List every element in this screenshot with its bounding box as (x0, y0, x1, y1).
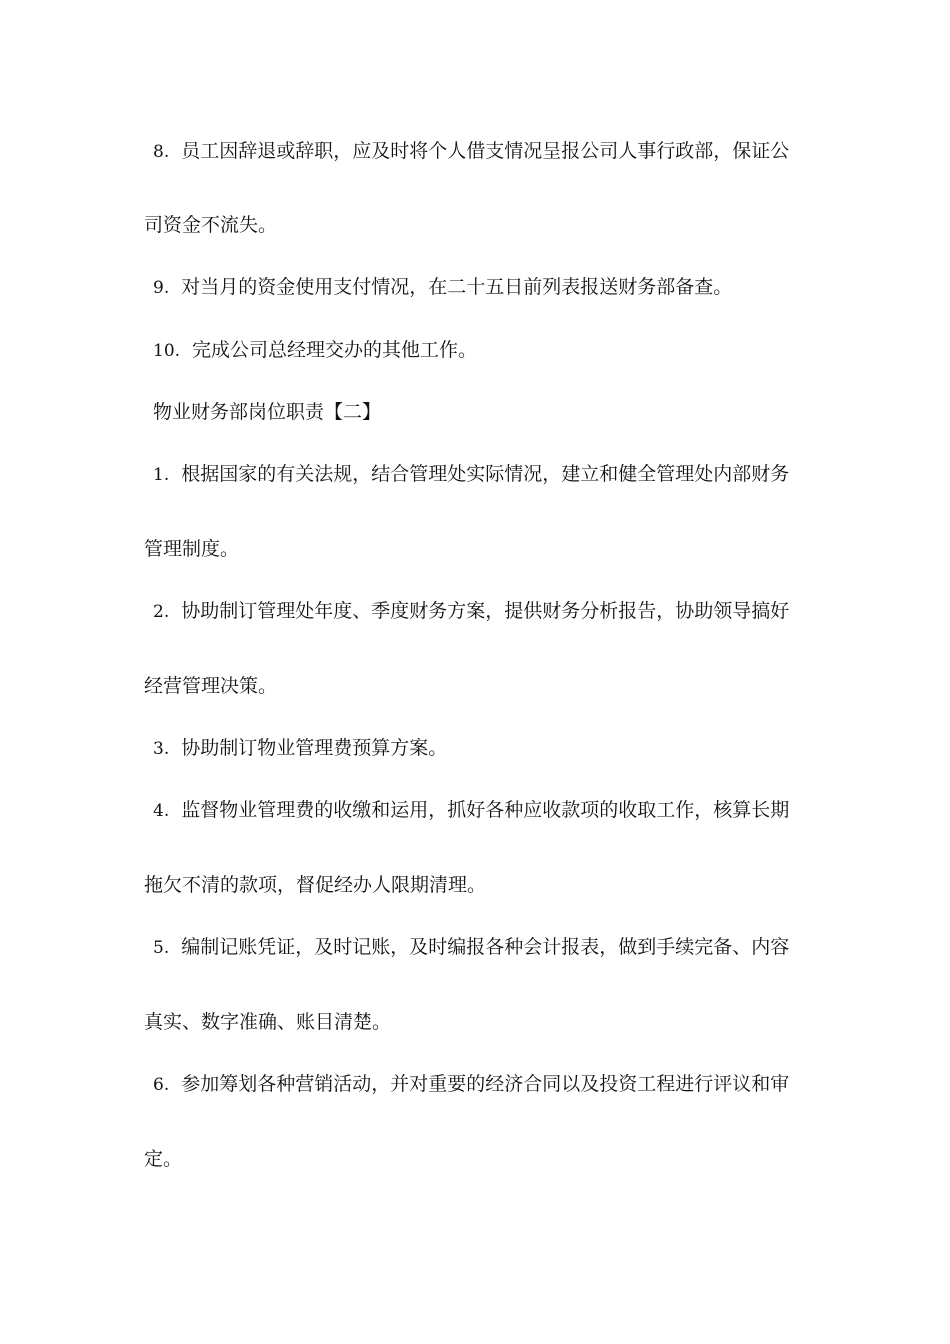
item-text: 员工因辞退或辞职，应及时将个人借支情况呈报公司人事行政部，保证公 (181, 140, 790, 162)
section-item-1-continuation: 管理制度。 (144, 538, 240, 560)
section-item-6-continuation: 定。 (144, 1148, 183, 1170)
item-text: 协助制订管理处年度、季度财务方案，提供财务分析报告，协助领导搞好 (181, 600, 790, 622)
section-item-4 (153, 798, 813, 823)
section-heading: 物业财务部岗位职责【二】 (153, 401, 382, 423)
item-number: 9. (153, 278, 170, 298)
item-number: 6. (153, 1075, 170, 1095)
section-item-5 (153, 935, 813, 960)
list-item-9 (153, 275, 813, 300)
section-item-3 (153, 736, 813, 761)
item-number: 3. (153, 739, 170, 759)
section-item-4-continuation: 拖欠不清的款项，督促经办人限期清理。 (144, 874, 487, 896)
section-item-2-continuation: 经营管理决策。 (144, 675, 278, 697)
item-text: 完成公司总经理交办的其他工作。 (192, 339, 478, 361)
item-text: 根据国家的有关法规，结合管理处实际情况，建立和健全管理处内部财务 (181, 463, 790, 485)
item-number: 1. (153, 465, 170, 485)
section-item-5-continuation: 真实、数字准确、账目清楚。 (144, 1011, 392, 1033)
item-number: 4. (153, 801, 170, 821)
item-text: 编制记账凭证，及时记账，及时编报各种会计报表，做到手续完备、内容 (181, 936, 790, 958)
item-number: 10. (153, 341, 181, 361)
item-text: 监督物业管理费的收缴和运用，抓好各种应收款项的收取工作，核算长期 (181, 799, 790, 821)
item-text: 对当月的资金使用支付情况，在二十五日前列表报送财务部备查。 (181, 276, 733, 298)
section-item-2 (153, 599, 813, 624)
list-item-10 (153, 338, 813, 363)
item-number: 2. (153, 602, 170, 622)
section-item-6 (153, 1072, 813, 1097)
section-item-1 (153, 462, 813, 487)
list-item-8 (153, 139, 813, 164)
list-item-8-continuation: 司资金不流失。 (144, 214, 278, 236)
item-text: 协助制订物业管理费预算方案。 (181, 737, 448, 759)
item-text: 参加筹划各种营销活动，并对重要的经济合同以及投资工程进行评议和审 (181, 1073, 790, 1095)
item-number: 5. (153, 938, 170, 958)
item-number: 8. (153, 142, 170, 162)
